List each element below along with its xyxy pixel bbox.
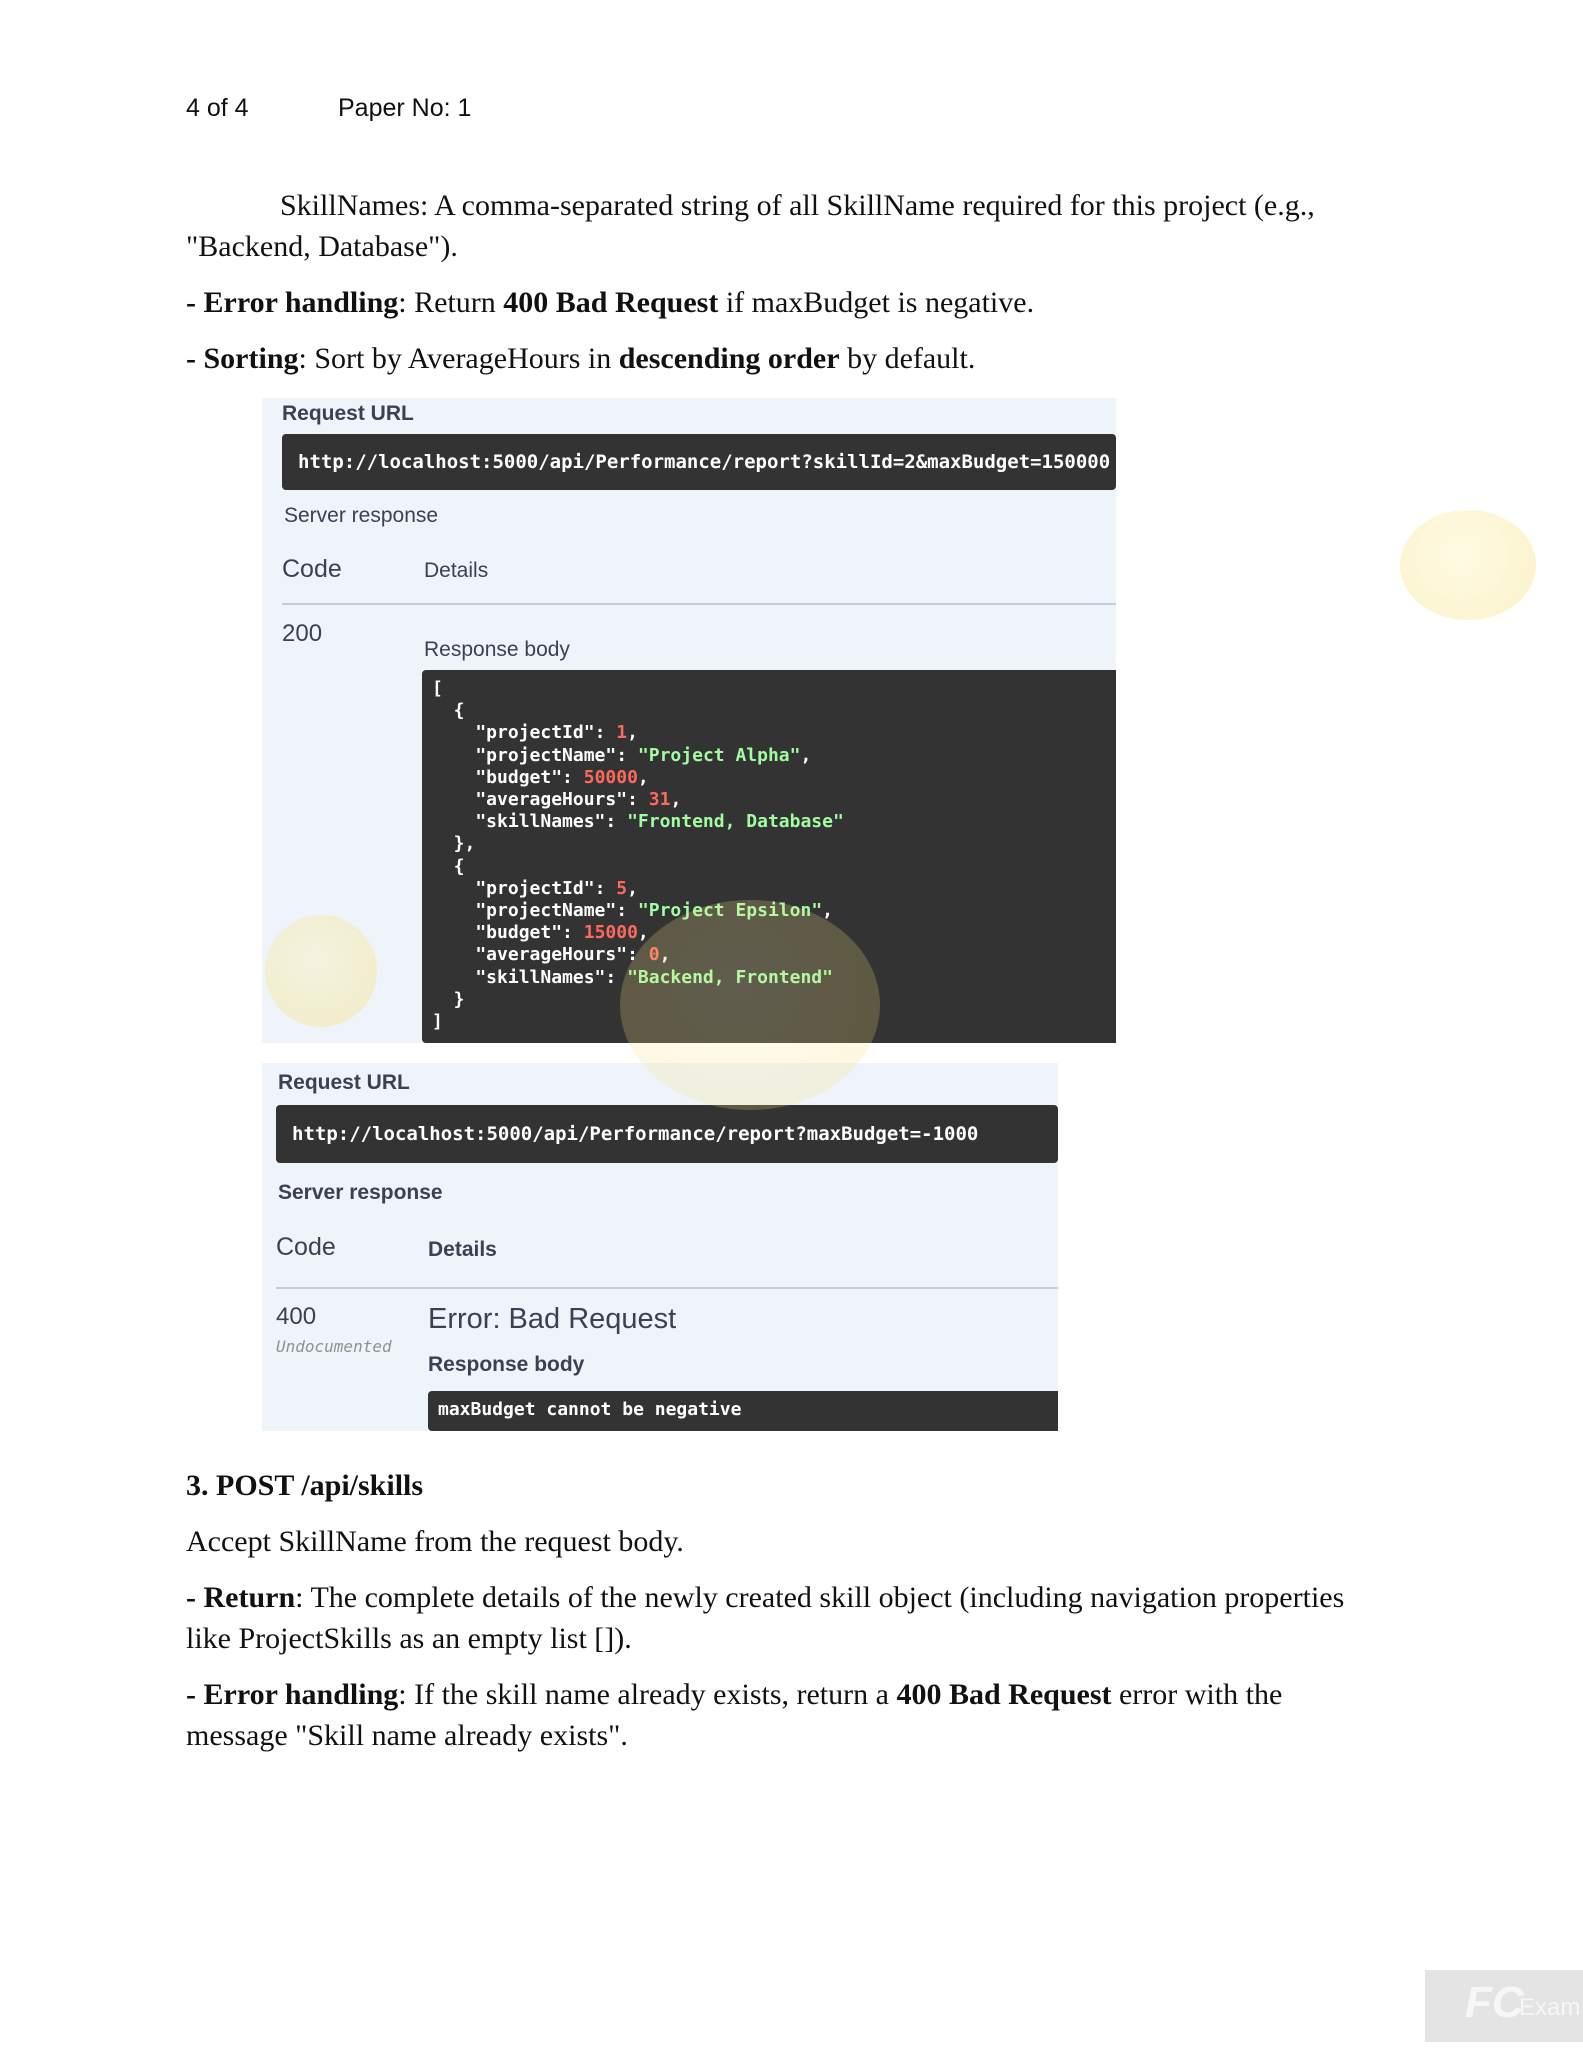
section-3-error-label: - Error handling <box>186 1678 399 1711</box>
json-average-hours: 0 <box>648 944 660 966</box>
error-handling-bold: 400 Bad Request <box>503 286 719 319</box>
json-project-name: "Project Alpha" <box>637 744 801 766</box>
return-line-2: like ProjectSkills as an empty list []). <box>186 1622 632 1655</box>
return-line <box>186 1577 1416 1618</box>
status-code: 400 <box>276 1303 317 1330</box>
section-3-error-post: error with the <box>1111 1678 1283 1711</box>
undocumented-label: Undocumented <box>276 1337 392 1356</box>
response-body-text[interactable]: maxBudget cannot be negative <box>428 1391 1058 1431</box>
header-divider <box>282 603 1116 605</box>
page-number: 4 of 4 <box>186 94 249 122</box>
code-header: Code <box>276 1233 336 1261</box>
watermark-emoji-icon <box>1400 510 1536 620</box>
response-body-label: Response body <box>428 1353 585 1376</box>
json-average-hours: 31 <box>648 789 671 811</box>
error-title: Error: Bad Request <box>428 1303 677 1335</box>
error-handling-pre: : Return <box>398 286 504 319</box>
section-3-heading: 3. POST /api/skills <box>186 1469 424 1502</box>
request-url-box[interactable]: http://localhost:5000/api/Performance/report?skillId=2&maxBudget=150000 <box>282 434 1116 490</box>
request-url-box[interactable]: http://localhost:5000/api/Performance/report?maxBudget=-1000 <box>276 1105 1058 1163</box>
watermark-emoji-icon <box>265 915 377 1027</box>
watermark-emoji-icon <box>620 900 880 1110</box>
logo-text: Exam <box>1519 1994 1581 2021</box>
page-header <box>186 94 471 123</box>
details-header: Details <box>424 559 489 582</box>
skillnames-line-2: "Backend, Database"). <box>186 230 458 263</box>
response-body-label: Response body <box>424 638 570 661</box>
sorting-line <box>186 338 1416 379</box>
section-3-error-line <box>186 1674 1416 1715</box>
error-handling-post: if maxBudget is negative. <box>718 286 1035 319</box>
server-response-label: Server response <box>278 1181 443 1204</box>
skillnames-line-1: SkillNames: A comma-separated string of all SkillName required for this project (e.g., <box>280 189 1315 222</box>
status-code: 200 <box>282 620 323 647</box>
return-text: : The complete details of the newly created skill object (including navigation properties <box>295 1581 1345 1614</box>
section-3-error-bold: 400 Bad Request <box>896 1678 1112 1711</box>
request-url-label: Request URL <box>282 402 414 425</box>
section-3-error-line-2: message "Skill name already exists". <box>186 1719 628 1752</box>
sorting-post: by default. <box>839 342 976 375</box>
screenshot-error-response <box>262 1063 1058 1431</box>
error-handling-line <box>186 282 1416 323</box>
logo-mark: FC <box>1465 1978 1524 2027</box>
code-header: Code <box>282 555 342 583</box>
section-3-accept: Accept SkillName from the request body. <box>186 1525 684 1558</box>
request-url-label: Request URL <box>278 1071 410 1094</box>
sorting-bold: descending order <box>618 342 840 375</box>
skillnames-description <box>186 185 1416 226</box>
response-body-json[interactable]: [ { "projectId": 1, "projectName": "Project Alpha", "budget": 50000, "averageHours": 31, "skillNames": "Frontend, Database" }, { "projectId": 5, "projectName": "Project Epsilon", "budget": 15000, "averageHours": 0, "skillNames": "Backend, Frontend" } ] <box>422 670 1116 1043</box>
json-budget: 50000 <box>583 766 638 788</box>
details-header: Details <box>428 1238 497 1261</box>
header-divider <box>276 1287 1058 1289</box>
fcexam-logo <box>1425 1970 1583 2042</box>
paper-number: Paper No: 1 <box>338 94 472 122</box>
json-skill-names: "Backend, Frontend" <box>627 966 833 988</box>
json-skill-names: "Frontend, Database" <box>627 811 844 833</box>
section-3-error-pre: : If the skill name already exists, return a <box>398 1678 897 1711</box>
sorting-pre: : Sort by AverageHours in <box>298 342 619 375</box>
sorting-label: - Sorting <box>186 342 299 375</box>
server-response-label: Server response <box>284 504 439 527</box>
json-project-id: 1 <box>616 722 628 744</box>
json-budget: 15000 <box>583 922 638 944</box>
json-project-name: "Project Epsilon" <box>637 900 823 922</box>
return-label: - Return <box>186 1581 296 1614</box>
json-project-id: 5 <box>616 877 628 899</box>
skillnames-description-2 <box>186 226 1416 267</box>
error-handling-label: - Error handling <box>186 286 399 319</box>
